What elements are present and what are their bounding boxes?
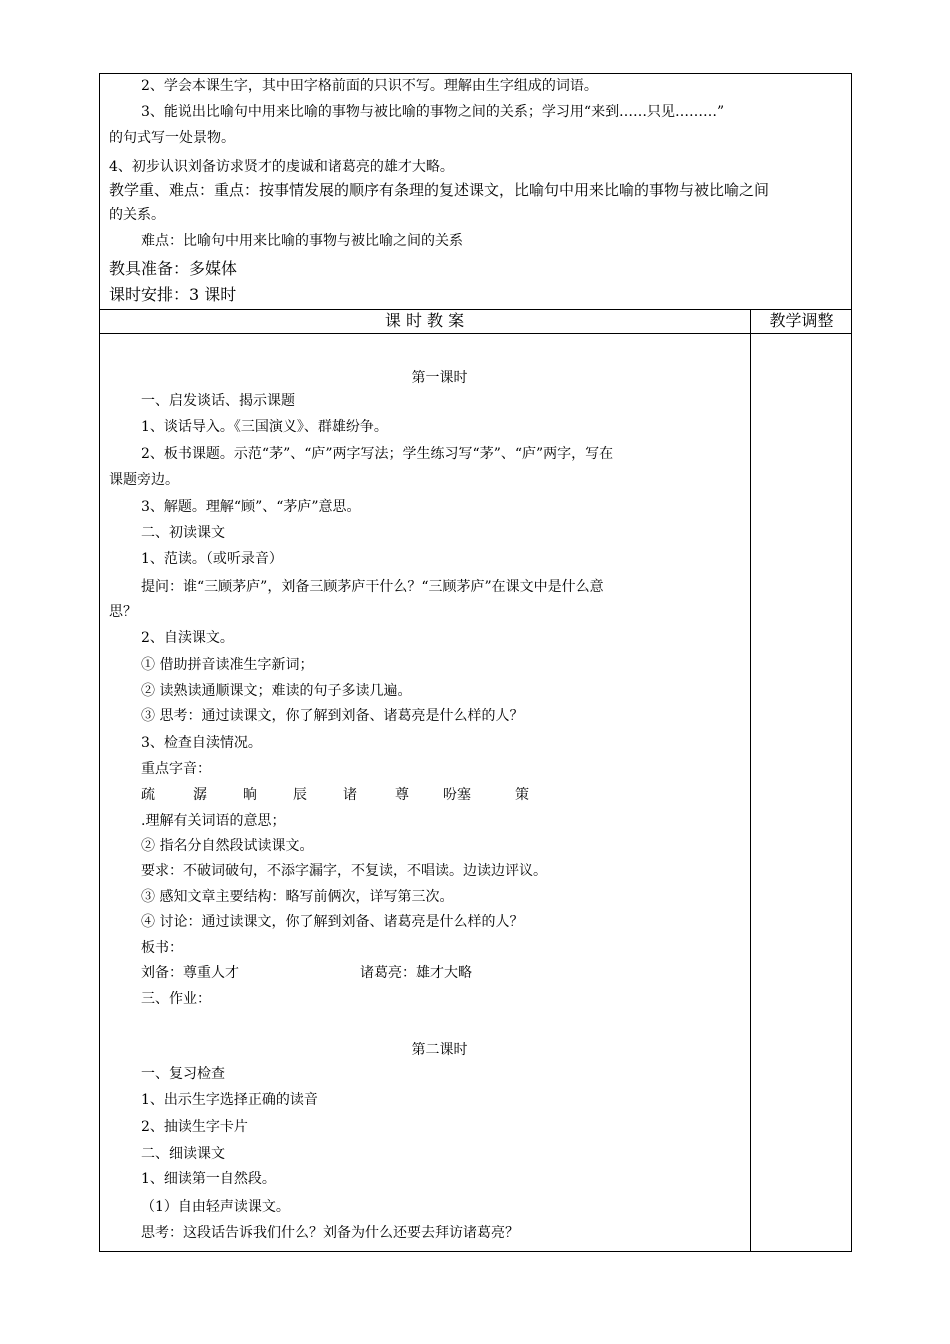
lesson1-section2: 二、初读课文 xyxy=(141,525,225,541)
lesson1-section1: 一、启发谈话、揭示课题 xyxy=(141,393,295,409)
lesson1-board-zhuge: 诸葛亮：雄才大略 xyxy=(360,965,472,981)
lesson2-title: 第二课时 xyxy=(411,1042,468,1058)
header-bottom-divider xyxy=(99,333,852,334)
pron-char: 潺 xyxy=(193,787,207,803)
lesson1-homework: 三、作业： xyxy=(141,991,211,1007)
teaching-adjust-header: 教学调整 xyxy=(769,311,834,330)
teaching-tools: 教具准备：多媒体 xyxy=(109,259,238,278)
lesson1-pron-label: 重点字音： xyxy=(141,761,211,777)
column-divider xyxy=(750,309,751,1252)
lesson1-title: 第一课时 xyxy=(411,370,468,386)
key-points-line2: 的关系。 xyxy=(109,207,165,223)
lesson1-circle3: ③ 思考：通过读课文，你了解到刘备、诸葛亮是什么样的人？ xyxy=(141,708,524,724)
lesson1-step2-3: 3、检查自渎情况。 xyxy=(141,735,262,751)
difficulty: 难点：比喻句中用来比喻的事物与被比喻之间的关系 xyxy=(141,233,463,249)
lesson1-question-a: 提问：谁“三顾茅庐”，刘备三顾茅庐干什么？“三顾茅庐”在课文中是什么意 xyxy=(141,579,604,595)
lesson2-section2: 二、细读课文 xyxy=(141,1146,225,1162)
key-points-line1: 教学重、难点：重点：按事情发展的顺序有条理的复述课文，比喻句中用来比喻的事物与被比喻之间 xyxy=(109,181,770,199)
lesson1-board-liubei: 刘备：尊重人才 xyxy=(141,965,239,981)
lesson1-step1-2b: 课题旁边。 xyxy=(109,472,179,488)
lesson2-section1: 一、复习检查 xyxy=(141,1066,225,1082)
lesson1-question-b: 思？ xyxy=(109,604,137,620)
lesson1-circle1: ① 借助拼音读准生字新词； xyxy=(141,657,314,673)
lesson1-step1-1: 1、谈话导入。《三国演义》、群雄纷争。 xyxy=(141,419,388,435)
goal-2: 2、学会本课生字，其中田字格前面的只识不写。理解由生字组成的词语。 xyxy=(141,78,598,94)
lesson1-circle3b: ③ 感知文章主要结构：略写前俩次，详写第三次。 xyxy=(141,889,454,905)
lesson1-circle4: ④ 讨论：通过读课文，你了解到刘备、诸葛亮是什么样的人？ xyxy=(141,914,524,930)
lesson1-understand: .理解有关词语的意思； xyxy=(141,813,286,829)
header-top-divider xyxy=(99,309,852,310)
goal-3-line1: 3、能说出比喻句中用来比喻的事物与被比喻的事物之间的关系；学习用“来到……只见………” xyxy=(141,104,725,120)
lesson2-step1-1: 1、出示生字选择正确的读音 xyxy=(141,1092,318,1108)
pron-char: 诸 xyxy=(343,787,357,803)
lesson2-step2-1: 1、细读第一自然段。 xyxy=(141,1171,276,1187)
pron-char: 吩塞 xyxy=(443,787,471,803)
lesson1-circle2: ② 读熟读通顺课文；难读的句子多读几遍。 xyxy=(141,683,412,699)
lesson-schedule: 课时安排：3 课时 xyxy=(109,285,237,304)
lesson1-step2-2: 2、自渎课文。 xyxy=(141,630,234,646)
pron-char: 尊 xyxy=(395,787,409,803)
lesson2-think: 思考：这段话告诉我们什么？刘备为什么还要去拜访诸葛亮？ xyxy=(141,1225,519,1241)
lesson1-step1-3: 3、解题。理解“顾”、“茅庐”意思。 xyxy=(141,499,361,515)
lesson1-requirement: 要求：不破词破句，不添字漏字，不复读，不唱读。边读边评议。 xyxy=(141,863,547,879)
pron-char: 辰 xyxy=(293,787,307,803)
lesson1-board: 板书： xyxy=(141,940,183,956)
lesson1-step1-2a: 2、板书课题。示范“茅”、“庐”两字写法；学生练习写“茅”、“庐”两字，写在 xyxy=(141,446,614,462)
lesson1-circle2b: ② 指名分自然段试读课文。 xyxy=(141,838,314,854)
pron-char: 疏 xyxy=(141,787,155,803)
pron-char: 晌 xyxy=(243,787,257,803)
goal-4: 4、初步认识刘备访求贤才的虔诚和诸葛亮的雄才大略。 xyxy=(109,159,454,175)
lesson2-step1-2: 2、抽读生字卡片 xyxy=(141,1119,248,1135)
lesson1-step2-1: 1、范读。（或听录音） xyxy=(141,551,283,567)
lesson2-paren1: （1）自由轻声读课文。 xyxy=(141,1199,290,1215)
pron-char: 策 xyxy=(515,787,529,803)
goal-3-line2: 的句式写一处景物。 xyxy=(109,130,235,146)
lesson-plan-header: 课 时 教 案 xyxy=(384,311,465,330)
